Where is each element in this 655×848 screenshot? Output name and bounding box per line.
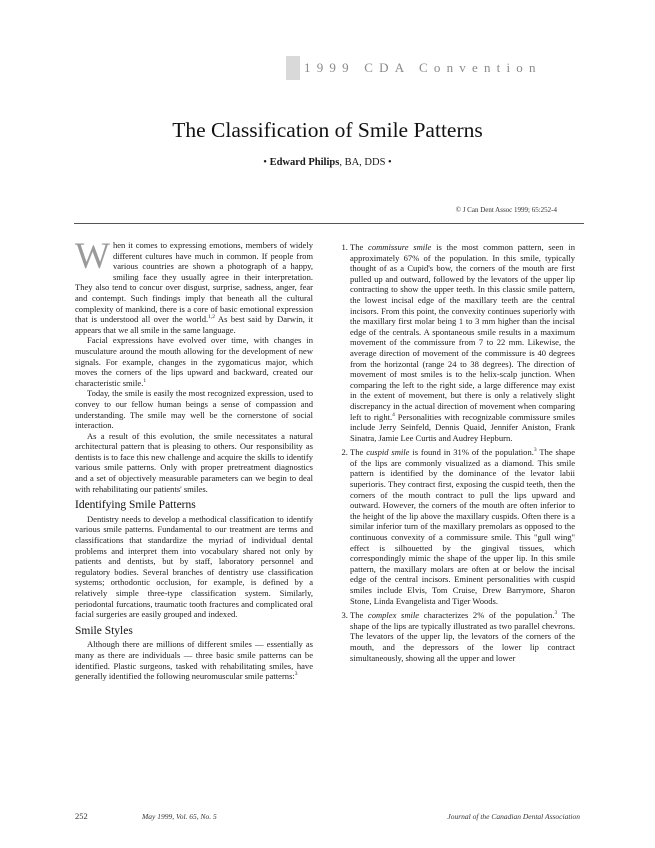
- smile-styles-paragraph: Although there are millions of different smiles — essentially as many as there are individuals — three basic smile patterns can be identified. Plastic surgeons, tasked with rehabilitating smiles, have generally identified the following neuromuscular smile patterns:$^3$: [75, 639, 313, 682]
- drop-cap: W: [75, 236, 110, 277]
- intro-paragraph-2: Facial expressions have evolved over time, with changes in musculature around the mouth allowing for the development of new signals. For example, changes in the zygomaticus major, which moves the corners of the lips upward and backward, created our characteristic smile.$^1$: [75, 335, 313, 388]
- issue-info: May 1999, Vol. 65, No. 5: [142, 812, 217, 821]
- list-item: 2. The cuspid smile is found in 31% of the population.$^3$ The shape of the lips are commonly visualized as a diamond. This smile pattern is identified by the dominance of the levator labii superioris. They contract first, exposing the cuspid teeth, then the corners of the mouth contract to pull the lips upward and outward. However, the corners of the mouth are often inferior to the height of the lip above the maxillary cuspids. Often there is a similar inferior turn of the maxillary premolars as opposed to the continuous convexity of a commissure smile. This "gull wing" effect is silhouetted by the gingival tissues, which correspondingly mimic the shape of the upper lip. In this smile pattern, the maxillary molars are often at or below the incisal edge of the central incisors. Eminent personalities with cuspid smiles include Elvis, Tom Cruise, Drew Barrymore, Sharon Stone, Linda Evangelista and Tiger Woods.: [350, 447, 575, 606]
- section-heading-identifying: Identifying Smile Patterns: [75, 499, 196, 512]
- convention-banner: [286, 56, 655, 80]
- journal-name: Journal of the Canadian Dental Association: [447, 812, 580, 821]
- list-item: 1. The commissure smile is the most common pattern, seen in approximately 67% of the population. In this smile, typically thought of as a Cupid's bow, the corners of the mouth are first pulled up and outward, followed by the levators of the upper lip contracting to show the upper teeth. In this classic smile pattern, the lowest incisal edge of the maxillary teeth are the central incisors. From this point, the convexity continues superiorly with the maxillary first molar being 1 to 3 mm higher than the incisal edge of the centrals. A spontaneous smile results in a maximum movement of the commissure from 7 to 22 mm. Likewise, the average direction of movement of the commissure is 40 degrees from the horizontal (range 24 to 38 degrees). The direction of movement of most smiles is to the helix-scalp junction. When comparing the left to the right side, a large difference may exist in the extent of movement, but there is only a relatively slight discrepancy in the actual direction of movement when comparing left to right.$^4$ Personalities with recognizable commissure smiles include Jerry Seinfeld, Dennis Quaid, Jennifer Aniston, Frank Sinatra, Jamie Lee Curtis and Audrey Hepburn.: [350, 242, 575, 443]
- banner-grey-block: [286, 56, 300, 80]
- left-column: [75, 236, 313, 682]
- author-bullet-left: •: [263, 157, 267, 168]
- author-name: Edward Philips: [269, 157, 340, 168]
- list-item: 3. The complex smile characterizes 2% of the population.$^3$ The shape of the lips are typically illustrated as two parallel chevrons. The levators of the upper lip, the levators of the corners of the mouth, and the depressors of the lower lip contract simultaneously, showing all the upper and lower: [350, 610, 575, 663]
- article-title: The Classification of Smile Patterns: [172, 118, 483, 142]
- section-heading-smile-styles: Smile Styles: [75, 624, 133, 637]
- identifying-paragraph: Dentistry needs to develop a methodical classification to identify various smile patterns. Fundamental to our treatment are terms and classifications that standardize the myriad of individual dental problems and interpret them into vocabulary shared not only by patients and dentists, but by staff, laboratory personnel and regulatory bodies. Several branches of dentistry use classification systems; orthodontic occlusion, for example, is defined by a relatively simple three-type classification system. Similarly, periodontal furcations, traumatic tooth fractures and complicated oral facial surgeries are easily grouped and indexed.: [75, 513, 313, 620]
- citation: © J Can Dent Assoc 1999; 65:252-4: [455, 206, 557, 214]
- author-credentials: , BA, DDS: [339, 157, 386, 168]
- intro-paragraph-4: As a result of this evolution, the smile necessitates a natural architectural pattern that is pleasing to others. Our responsibility as dentists is to face this new challenge and acquire the skills to identify various smile patterns. Only with proper pretreatment diagnostics and a set of objectively measurable parameters can we begin to deal with rehabilitating our patients' smiles.: [75, 430, 313, 494]
- smile-pattern-list: [337, 242, 575, 663]
- page-number: 252: [75, 811, 88, 821]
- term: commissure smile: [368, 242, 432, 252]
- term: cuspid smile: [366, 447, 410, 458]
- intro-paragraph-1: When it comes to expressing emotions, members of widely different cultures have much in common. If people from various countries are shown a photograph of a happy, smiling face they usually agree in their interpretation. They also tend to concur over disgust, surprise, sadness, anger, fear and contempt. Such findings imply that beneath all the cultural complexity of mankind, there is a core of basic emotional expression that is understood all over the world.$^{1,2}$ As best said by Darwin, it appears that we all smile in the same language.: [75, 236, 313, 335]
- banner-text: 1999 CDA Convention: [304, 60, 542, 75]
- citation-rule: [74, 223, 584, 224]
- term: complex smile: [367, 610, 420, 621]
- intro-paragraph-3: Today, the smile is easily the most recognized expression, used to convey to our fellow human beings a sense of compassion and understanding. The smile may well be the cornerstone of social interaction.: [75, 388, 313, 431]
- right-column: [337, 240, 575, 667]
- author-line: [0, 157, 655, 168]
- author-bullet-right: •: [388, 157, 392, 168]
